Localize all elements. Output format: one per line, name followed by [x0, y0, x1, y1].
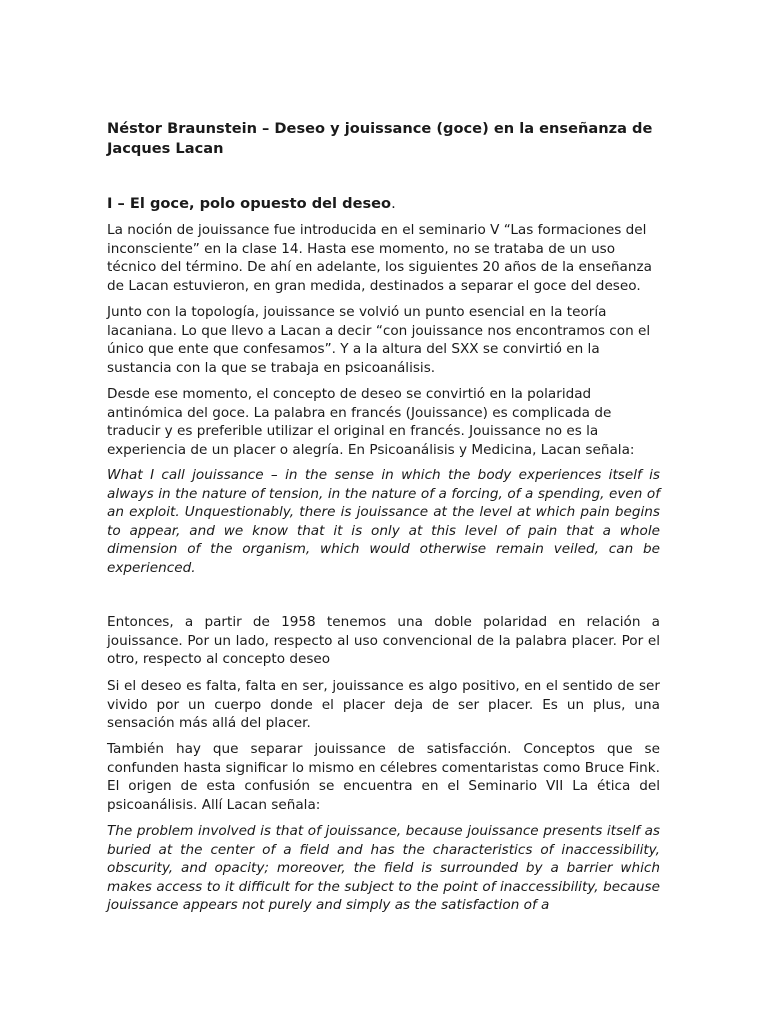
section-heading-punct: .: [391, 195, 396, 212]
paragraph-4: Entonces, a partir de 1958 tenemos una doble polaridad en relación a jouissance. Por un lado, respecto al uso convencional de la palabra placer. Por el otro, respecto al concepto deseo: [107, 614, 660, 667]
document-title: Néstor Braunstein – Deseo y jouissance (goce) en la enseñanza de Jacques Lacan: [107, 120, 653, 157]
paragraph-1: La noción de jouissance fue introducida en el seminario V “Las formaciones del inconsciente” en la clase 14. Hasta ese momento, no se trataba de un uso técnico del término. De ahí en adelante, los siguientes 20 años de la enseñanza de Lacan estuvieron, en gran medida, destinados a separar el goce del deseo.: [107, 222, 652, 294]
paragraph-3: Desde ese momento, el concepto de deseo se convirtió en la polaridad antinómica del goce. La palabra en francés (Jouissance) es complicada de traducir y es preferible utilizar el original en francés. Jouissance no es la experiencia de un placer o alegría. En Psicoanálisis y Medicina, Lacan señala:: [107, 386, 635, 458]
paragraph-5: Si el deseo es falta, falta en ser, jouissance es algo positivo, en el sentido de ser vivido por un cuerpo donde el placer deja de ser placer. Es un plus, una sensación más allá del placer.: [107, 678, 660, 731]
quote-2: The problem involved is that of jouissance, because jouissance presents itself as buried at the center of a field and has the characteristics of inaccessibility, obscurity, and opacity; moreover, the field is surrounded by a barrier which makes access to it difficult for the subject to the point of inaccessibility, because jouissance appears not purely and simply as the satisfaction of a: [107, 823, 660, 913]
section-heading-text: I – El goce, polo opuesto del deseo: [107, 195, 392, 212]
section-heading: [107, 194, 396, 214]
paragraph-6: También hay que separar jouissance de satisfacción. Conceptos que se confunden hasta significar lo mismo en célebres comentaristas como Bruce Fink. El origen de esta confusión se encuentra en el Seminario VII La ética del psicoanálisis. Allí Lacan señala:: [107, 741, 660, 813]
quote-1: What I call jouissance – in the sense in which the body experiences itself is always in the nature of tension, in the nature of a forcing, of a spending, even of an exploit. Unquestionably, there is jouissance at the level at which pain begins to appear, and we know that it is only at this level of pain that a whole dimension of the organism, which would otherwise remain veiled, can be experienced.: [107, 467, 660, 576]
paragraph-2: Junto con la topología, jouissance se volvió un punto esencial en la teoría lacaniana. Lo que llevo a Lacan a decir “con jouissance nos encontramos con el único que ente que confesamos”. Y a la altura del SXX se convirtió en la sustancia con la que se trabaja en psicoanálisis.: [107, 304, 651, 376]
